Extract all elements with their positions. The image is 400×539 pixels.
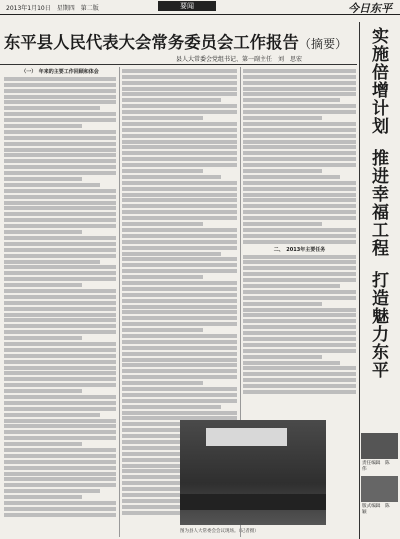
text-line	[243, 308, 356, 312]
text-line	[4, 171, 116, 175]
text-line	[243, 75, 356, 79]
text-line	[122, 145, 237, 149]
text-line	[4, 436, 116, 440]
text-line	[4, 301, 116, 305]
meeting-photo	[180, 420, 326, 525]
text-line	[122, 175, 221, 179]
text-line	[122, 75, 237, 79]
photo-table	[180, 494, 326, 510]
text-line	[122, 204, 237, 208]
text-line	[4, 95, 116, 99]
text-line	[122, 169, 203, 173]
text-column-1	[4, 67, 116, 537]
text-line	[4, 112, 116, 116]
text-line	[243, 255, 356, 259]
text-line	[4, 106, 100, 110]
text-line	[122, 163, 237, 167]
text-line	[4, 489, 100, 493]
text-line	[122, 275, 203, 279]
text-line	[243, 210, 356, 214]
text-line	[4, 289, 116, 293]
title-note: （摘要）	[298, 37, 348, 51]
text-line	[122, 393, 237, 397]
text-line	[4, 348, 116, 352]
text-line	[243, 151, 356, 155]
article-author: 县人大常委会党组书记、第一副主任 刘 思宏	[176, 56, 303, 63]
text-line	[4, 201, 116, 205]
text-line	[243, 337, 356, 341]
text-line	[122, 216, 237, 220]
text-line	[4, 230, 82, 234]
text-line	[4, 354, 116, 358]
slogan-2: 推进幸福工程	[372, 149, 389, 259]
text-line	[4, 242, 116, 246]
text-line	[4, 183, 100, 187]
text-line	[122, 346, 237, 350]
text-line	[4, 383, 116, 387]
title-text: 东平县人民代表大会常务委员会工作报告	[4, 33, 299, 52]
text-line	[4, 430, 116, 434]
text-line	[243, 204, 356, 208]
text-line	[4, 271, 116, 275]
subhead: （一） 年来的主要工作回顾和体会	[21, 69, 99, 75]
text-line	[122, 293, 237, 297]
text-line	[243, 349, 356, 353]
text-line	[122, 399, 237, 403]
text-line	[243, 104, 356, 108]
editor-note-1: 责任编辑 陈 伟	[362, 461, 395, 472]
text-line	[4, 495, 82, 499]
text-line	[122, 352, 237, 356]
editor-note-2: 版式编辑 陈 颖	[362, 504, 395, 515]
text-line	[122, 198, 237, 202]
text-line	[4, 177, 82, 181]
text-line	[4, 118, 116, 122]
text-line	[122, 328, 203, 332]
text-line	[243, 343, 356, 347]
text-line	[4, 283, 82, 287]
text-line	[4, 413, 100, 417]
text-line	[122, 151, 237, 155]
text-line	[122, 87, 237, 91]
text-line	[122, 381, 203, 385]
title-rule	[0, 64, 357, 65]
text-line	[122, 363, 237, 367]
section-label: 要闻	[158, 1, 216, 11]
text-line	[4, 424, 116, 428]
text-line	[122, 110, 237, 114]
text-line	[122, 81, 237, 85]
text-line	[243, 69, 356, 73]
page-header	[0, 0, 400, 15]
text-line	[243, 260, 356, 264]
text-line	[122, 222, 203, 226]
text-line	[4, 100, 116, 104]
text-line	[4, 130, 116, 134]
text-line	[122, 98, 221, 102]
text-line	[122, 228, 237, 232]
text-line	[122, 181, 237, 185]
slogan-1: 实施倍增计划	[372, 27, 389, 137]
text-line	[122, 104, 237, 108]
text-line	[4, 371, 116, 375]
text-line	[243, 163, 356, 167]
text-line	[4, 142, 116, 146]
text-line	[4, 295, 116, 299]
text-line	[243, 193, 356, 197]
text-line	[243, 122, 356, 126]
text-line	[4, 448, 116, 452]
text-line	[243, 222, 322, 226]
text-line	[122, 187, 237, 191]
text-line	[243, 355, 322, 359]
editor-photo-2	[361, 476, 398, 502]
text-line	[243, 266, 356, 270]
text-line	[243, 313, 356, 317]
text-line	[4, 89, 116, 93]
text-line	[243, 372, 356, 376]
text-line	[243, 134, 356, 138]
text-line	[122, 340, 237, 344]
text-line	[122, 305, 237, 309]
text-line	[4, 254, 116, 258]
text-line	[122, 128, 237, 132]
text-line	[122, 287, 237, 291]
text-line	[243, 319, 356, 323]
text-line	[122, 387, 237, 391]
text-line	[4, 330, 116, 334]
issue-date: 2013年1月10日 星期四 第二版	[6, 5, 99, 12]
text-line	[4, 318, 116, 322]
text-line	[122, 257, 237, 261]
text-line	[4, 224, 116, 228]
text-line	[243, 87, 356, 91]
text-line	[122, 116, 203, 120]
text-line	[243, 272, 356, 276]
editor-photo-1	[361, 433, 398, 459]
text-line	[243, 216, 356, 220]
text-line	[243, 157, 356, 161]
text-line	[122, 134, 237, 138]
text-line	[243, 175, 340, 179]
text-line	[122, 246, 237, 250]
text-line	[4, 419, 116, 423]
text-line	[4, 307, 116, 311]
text-line	[243, 296, 356, 300]
text-line	[4, 212, 116, 216]
text-line	[4, 189, 116, 193]
text-line	[4, 407, 116, 411]
text-line	[4, 77, 116, 81]
text-line	[122, 316, 237, 320]
text-line	[122, 322, 237, 326]
text-line	[4, 195, 116, 199]
text-line	[4, 313, 116, 317]
text-line	[243, 290, 356, 294]
slogan-3: 打造魅力东平	[372, 271, 389, 381]
text-line	[122, 92, 237, 96]
text-line	[4, 265, 116, 269]
text-line	[4, 377, 116, 381]
text-line	[4, 472, 116, 476]
text-line	[4, 395, 116, 399]
text-line	[4, 165, 116, 169]
column-divider	[119, 67, 120, 537]
text-line	[4, 501, 116, 505]
text-line	[4, 466, 116, 470]
text-line	[122, 210, 237, 214]
photo-caption: 图为县人大常委会会议现场。（记者摄）	[180, 529, 259, 534]
text-line	[4, 159, 116, 163]
text-line	[4, 324, 116, 328]
text-line	[4, 483, 116, 487]
text-line	[122, 299, 237, 303]
text-line	[122, 69, 237, 73]
text-line	[4, 206, 116, 210]
text-line	[243, 92, 356, 96]
text-line	[243, 110, 356, 114]
text-line	[243, 284, 340, 288]
text-line	[122, 122, 237, 126]
text-line	[243, 390, 356, 394]
text-line	[243, 181, 356, 185]
text-line	[243, 278, 356, 282]
subhead: 二、 2013年主要任务	[273, 246, 326, 253]
text-line	[243, 234, 356, 238]
text-line	[4, 460, 116, 464]
text-line	[122, 263, 237, 267]
text-line	[4, 260, 100, 264]
text-line	[243, 145, 356, 149]
text-line	[122, 193, 237, 197]
text-line	[4, 366, 116, 370]
text-line	[243, 81, 356, 85]
text-line	[243, 331, 356, 335]
text-line	[122, 375, 237, 379]
text-line	[243, 361, 340, 365]
text-line	[122, 269, 237, 273]
text-line	[122, 334, 237, 338]
text-line	[4, 507, 116, 511]
text-line	[4, 83, 116, 87]
text-line	[122, 310, 237, 314]
text-line	[4, 360, 116, 364]
text-line	[122, 358, 237, 362]
text-line	[243, 240, 356, 244]
text-line	[243, 228, 356, 232]
text-line	[4, 153, 116, 157]
text-line	[4, 148, 116, 152]
text-line	[243, 366, 356, 370]
text-line	[243, 116, 322, 120]
text-line	[122, 140, 237, 144]
text-line	[122, 157, 237, 161]
text-line	[4, 218, 116, 222]
text-line	[4, 477, 116, 481]
text-line	[122, 252, 221, 256]
text-line	[243, 187, 356, 191]
text-line	[4, 124, 82, 128]
text-line	[4, 442, 82, 446]
newspaper-logo: 今日东平	[348, 2, 392, 15]
text-line	[4, 248, 116, 252]
text-column-3	[243, 67, 356, 417]
text-line	[243, 302, 322, 306]
text-line	[243, 378, 356, 382]
text-line	[4, 342, 116, 346]
text-line	[122, 281, 237, 285]
article-title	[4, 29, 347, 53]
text-line	[4, 513, 116, 517]
text-line	[4, 389, 82, 393]
text-line	[243, 198, 356, 202]
photo-banner	[206, 428, 286, 446]
text-line	[4, 136, 116, 140]
text-line	[243, 98, 340, 102]
text-line	[243, 169, 322, 173]
text-line	[243, 140, 356, 144]
text-line	[4, 277, 116, 281]
text-line	[4, 454, 116, 458]
text-line	[243, 384, 356, 388]
text-line	[122, 411, 237, 415]
text-line	[122, 240, 237, 244]
text-line	[122, 369, 237, 373]
text-line	[4, 336, 82, 340]
text-line	[122, 405, 221, 409]
text-line	[243, 128, 356, 132]
text-line	[243, 325, 356, 329]
text-line	[4, 236, 116, 240]
text-line	[122, 234, 237, 238]
text-line	[4, 401, 116, 405]
